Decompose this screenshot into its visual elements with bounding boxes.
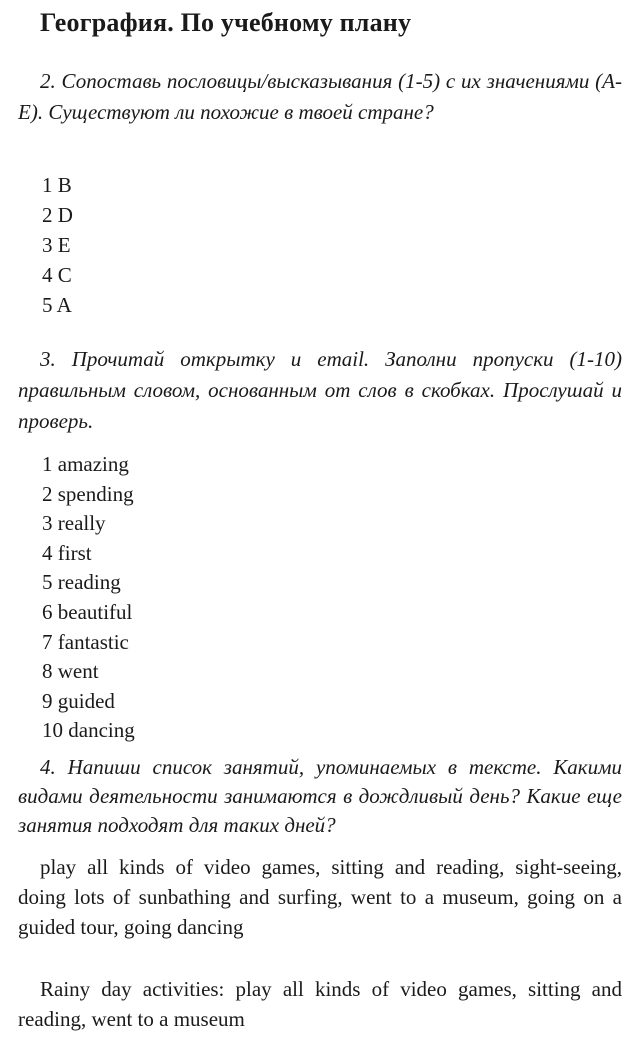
task-4-answer: play all kinds of video games, sitting and reading, sight-seeing, doing lots of sunbathing and surfing, went to a museum, going on a guided tour, going dancing <box>18 855 622 939</box>
task-2-answer-2: 2 D <box>42 203 73 227</box>
task-4-prompt: 4. Напиши список занятий, упоминаемых в тексте. Какими видами деятельности занимаются в дождливый день? Какие еще занятия подходят для таких дней? <box>18 755 622 837</box>
task-4-rainy-day-answer: Rainy day activities: play all kinds of video games, sitting and reading, went to a museum <box>18 977 622 1031</box>
task-2-answer-1: 1 B <box>42 173 72 197</box>
task-3-answer-10: 10 dancing <box>42 718 135 743</box>
task-2-answer-3: 3 E <box>42 233 71 257</box>
task-3-answer-1: 1 amazing <box>42 452 129 476</box>
task-3-answer-9: 9 guided <box>42 688 115 713</box>
page-title: География. По учебному плану <box>40 8 412 37</box>
task-2-answer-5: 5 A <box>42 293 72 317</box>
task-3-answer-7: 7 fantastic <box>42 629 129 654</box>
task-3-answer-3: 3 really <box>42 511 106 536</box>
task-3-answer-4: 4 first <box>42 540 92 565</box>
task-2-prompt: 2. Сопоставь пословицы/высказывания (1-5) с их значениями (А-Е). Существуют ли похожие в твоей стране? <box>18 69 622 124</box>
task-3-answer-5: 5 reading <box>42 570 121 595</box>
task-3-answer-2: 2 spending <box>42 481 134 506</box>
task-2-answer-list <box>42 170 73 320</box>
task-3-prompt: 3. Прочитай открытку и email. Заполни пропуски (1-10) правильным словом, основанным от слов в скобках. Прослушай и проверь. <box>18 347 622 433</box>
task-3-answer-6: 6 beautiful <box>42 599 133 624</box>
task-3-answer-8: 8 went <box>42 659 99 684</box>
task-3-answer-list <box>42 450 135 746</box>
task-2-answer-4: 4 C <box>42 263 72 287</box>
